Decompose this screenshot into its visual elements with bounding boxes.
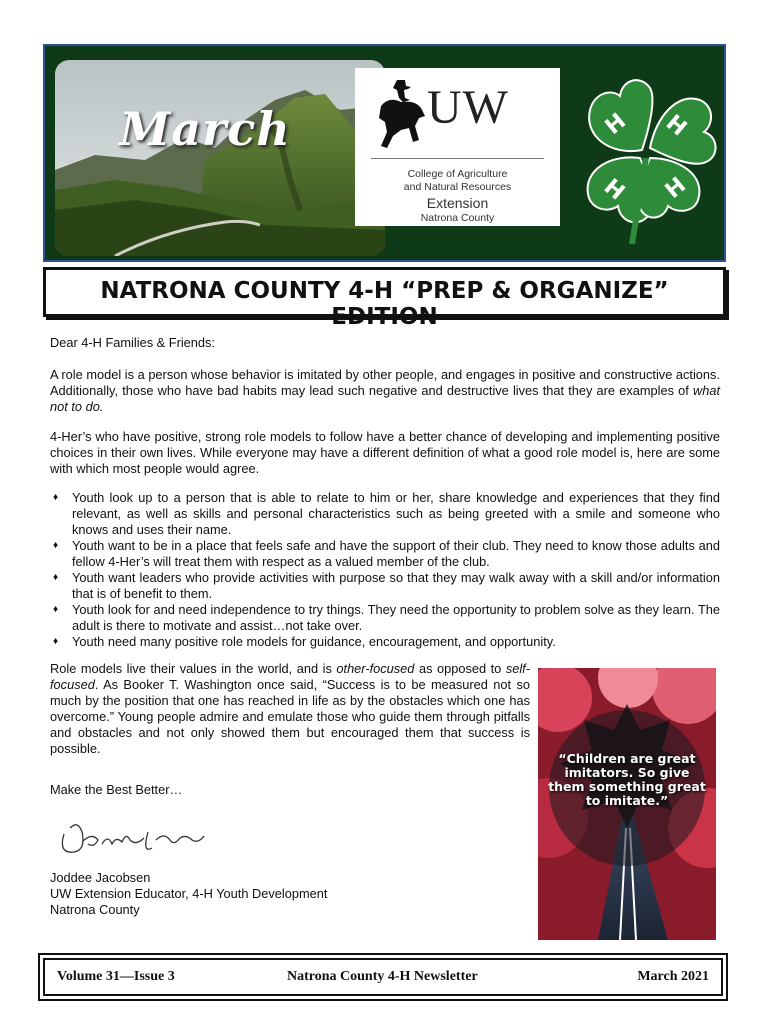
issue-date: March 2021 [637, 969, 709, 984]
handwritten-signature [52, 814, 212, 864]
paragraph-role-model [50, 367, 720, 415]
diamond-bullet-icon: ♦ [53, 492, 59, 503]
paragraph-booker-washington [50, 661, 530, 757]
volume-issue: Volume 31—Issue 3 [57, 969, 175, 984]
college-line-1: College of Agriculture [407, 168, 508, 180]
uw-logo-text [355, 168, 560, 225]
list-item [50, 634, 720, 650]
edition-title-box [43, 267, 726, 330]
svg-text:H: H [660, 110, 692, 142]
logo-divider [371, 158, 544, 159]
header-banner [43, 44, 726, 262]
diamond-bullet-icon: ♦ [53, 636, 59, 647]
signer-title: UW Extension Educator, 4-H Youth Development [50, 886, 328, 901]
signer-name: Joddee Jacobsen [50, 870, 151, 885]
list-item [50, 538, 720, 570]
paragraph-positive-choices: 4-Her’s who have positive, strong role models to follow have a better chance of developing and implementing positive choices in their own lives. While everyone may have a different definition of what a good role model is, here are some with which most people would agree. [50, 429, 720, 476]
p3-emphasis-1: other-focused [336, 661, 415, 676]
list-item [50, 602, 720, 634]
list-item-text: Youth want to be in a place that feels safe and have the support of their club. They need to know those adults and fellow 4-Her’s will treat them with respect as a valued member of the club. [72, 538, 720, 569]
signer-county: Natrona County [50, 902, 140, 917]
list-item-text: Youth need many positive role models for guidance, encouragement, and opportunity. [72, 634, 556, 649]
diamond-bullet-icon: ♦ [53, 540, 59, 551]
extension-label: Extension [426, 195, 489, 211]
list-item-text: Youth want leaders who provide activities with purpose so that they may walk away with a skill and/or information that is of benefit to them. [72, 570, 720, 601]
edition-title: NATRONA COUNTY 4-H “PREP & ORGANIZE” EDITION [100, 278, 669, 330]
diamond-bullet-icon: ♦ [53, 572, 59, 583]
p3-text-b: as opposed to [414, 661, 506, 676]
4-h-clover-icon [570, 66, 720, 246]
uw-letters: UW [427, 81, 509, 134]
uw-extension-logo [355, 68, 560, 226]
bullet-list [50, 490, 720, 650]
county-label: Natrona County [420, 212, 495, 224]
newsletter-footer [43, 958, 723, 996]
svg-text:H: H [660, 172, 691, 204]
p3-emphasis-2: self-focused [50, 661, 530, 692]
bucking-horse-icon [375, 76, 429, 156]
paragraph-role-model-emphasis: what not to do. [50, 383, 720, 414]
p3-text-a: Role models live their values in the world, and is [50, 661, 337, 676]
p3-text-c: . As Booker T. Washington once said, “Success is to be measured not so much by the position that one has reached in life as by the obstacles which one has overcome.” Young people admire and emulate those who guide them through pitfalls and obstacles and not only showed them but encouraged them that success is possible. [50, 677, 530, 756]
landscape-photo [55, 60, 385, 256]
diamond-bullet-icon: ♦ [53, 604, 59, 615]
signature-block [50, 870, 327, 918]
greeting: Dear 4-H Families & Friends: [50, 335, 215, 350]
college-line-2: and Natural Resources [403, 181, 512, 193]
svg-text:H: H [598, 174, 630, 206]
paragraph-role-model-text: A role model is a person whose behavior is imitated by other people, and engages in positive and constructive actions. Additionally, those who have bad habits may lead such negative and destructive lives that they are examples of [50, 367, 720, 398]
quote-image [538, 668, 716, 940]
newsletter-name: Natrona County 4-H Newsletter [287, 969, 478, 984]
list-item [50, 570, 720, 602]
month-title: March [119, 102, 291, 156]
list-item-text: Youth look up to a person that is able to relate to him or her, share knowledge and experiences that they find relevant, as well as skills and personal characteristics such as being greeted with a smile and someone who knows and uses their name. [72, 490, 720, 537]
quote-text: “Children are great imitators. So give them something great to imitate.” [548, 751, 706, 808]
svg-text:H: H [600, 108, 631, 140]
closing-line: Make the Best Better… [50, 782, 183, 797]
list-item-text: Youth look for and need independence to try things. They need the opportunity to problem solve as they learn. The adult is there to motivate and assist…not take over. [72, 602, 720, 633]
list-item [50, 490, 720, 538]
